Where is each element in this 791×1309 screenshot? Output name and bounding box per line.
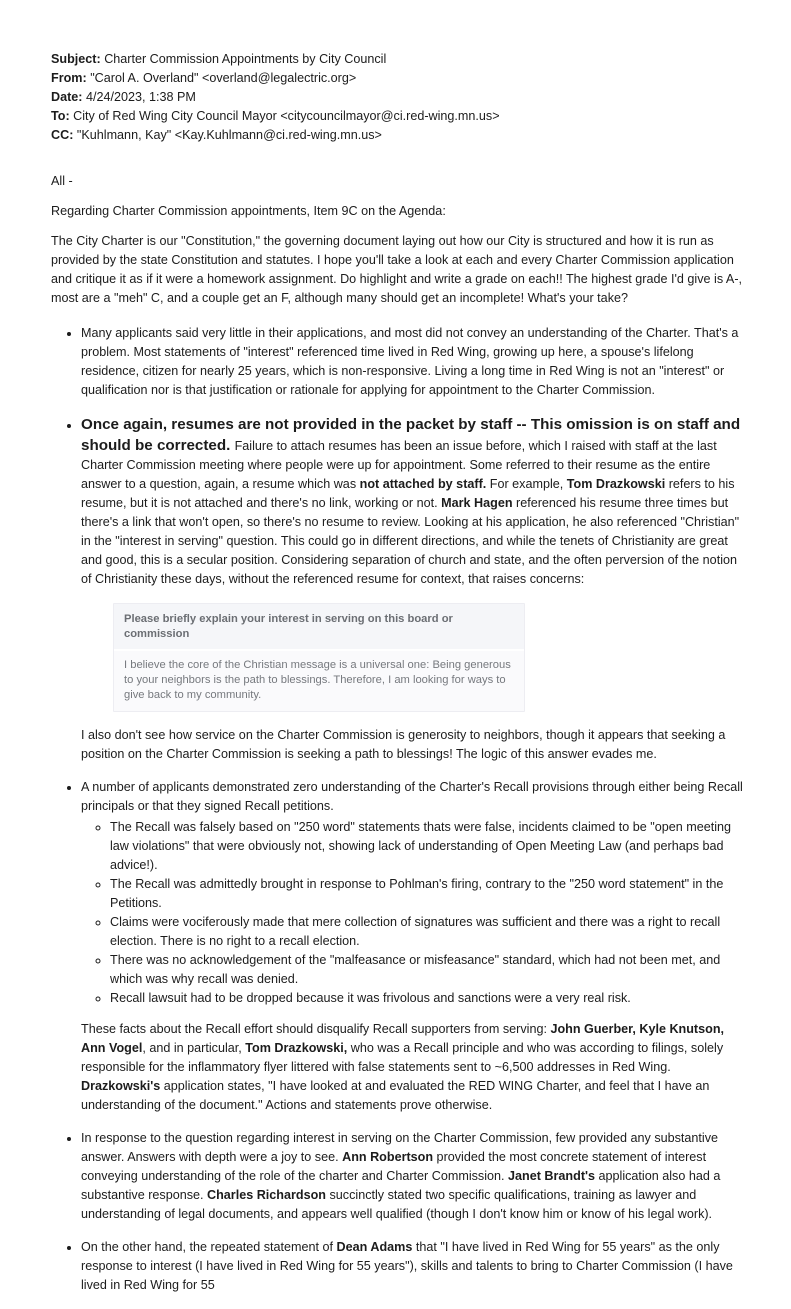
header-date-label: Date: [51, 90, 83, 104]
header-from-value: "Carol A. Overland" <overland@legalectric.org> [90, 71, 357, 85]
header-date [51, 88, 745, 107]
bullet-recall-followup: These facts about the Recall effort should disqualify Recall supporters from serving: John Guerber, Kyle Knutson, Ann Vogel, and in particular, Tom Drazkowski, who was a Recall principle and who was according to filings, solely responsible for the inflammatory flyer littered with false statements sent to ~6,500 addresses in Red Wing. Drazkowski's application states, "I have looked at and evaluated the RED WING Charter, and feel that I have an understanding of the document." Actions and statements prove otherwise. [81, 1022, 725, 1112]
form-quote-question: Please briefly explain your interest in serving on this board or commission [114, 604, 524, 651]
header-to-label: To: [51, 109, 70, 123]
recall-sub-item-lawsuit: ◦ Recall lawsuit had to be dropped because it was frivolous and sanctions were a very real risk. [110, 989, 745, 1008]
header-from-label: From: [51, 71, 87, 85]
bullet-item-interest-responses [81, 1129, 745, 1224]
form-quote-answer: I believe the core of the Christian message is a universal one: Being generous to your neighbors is the path to blessings. Therefore, I am looking for ways to give back to my community. [114, 651, 524, 711]
recall-sub-item-pohlman: ◦ The Recall was admittedly brought in response to Pohlman's firing, contrary to the "250 word statement" in the Petitions. [110, 875, 745, 913]
recall-sub-item-signatures: ◦ Claims were vociferously made that mere collection of signatures was sufficient and there was a right to recall election. There is no right to a recall election. [110, 913, 745, 951]
header-subject-value: Charter Commission Appointments by City Council [104, 52, 387, 66]
bullet-item-recall [81, 778, 745, 1115]
header-date-value: 4/24/2023, 1:38 PM [86, 90, 196, 104]
recall-sub-list [81, 818, 745, 1008]
bullet-dean-adams-text: On the other hand, the repeated statement of Dean Adams that "I have lived in Red Wing for 55 years" as the only response to interest (I have lived in Red Wing for 55 years"), skills and talents to bring to Charter Commission (I have lived in Red Wing for 55 [81, 1240, 733, 1292]
intro-paragraph: The City Charter is our "Constitution," the governing document laying out how our City is structured and how it is run as provided by the state Constitution and statutes. I hope you'll take a look at each and every Charter Commission application and critique it as if it were a homework assignment. Do highlight and write a grade on each!! The highest grade I'd give is A-, most are a "meh" C, and a couple get an F, although many should get an incomplete! What's your take? [51, 234, 743, 305]
email-body [51, 172, 745, 1295]
header-from [51, 69, 745, 88]
header-cc-label: CC: [51, 128, 74, 142]
salutation: All - [51, 174, 73, 188]
bullet-resumes-text: Once again, resumes are not provided in the packet by staff -- This omission is on staff and should be corrected. Failure to attach resumes has been an issue before, which I raised with staff at the last Charter Commission meeting where people were up for appointment. Some referred to their resume as the entire answer to a question, again, a resume which was not attached by staff. For example, Tom Drazkowski refers to his resume, but it is not attached and there's no link, working or not. Mark Hagen referenced his resume three times but there's a link that won't open, so there's no resume to review. Looking at his application, he also referenced "Christian" in the "interest in serving" question. This could go in different directions, and while the tenets of Christianity are great and good, this is a secular position. Considering separation of church and state, and the often perversion of the notion of Christianity these days, without the referenced resume for context, that raises concerns: [81, 416, 741, 586]
bullet-recall-lead-text: A number of applicants demonstrated zero understanding of the Charter's Recall provisions through either being Recall principals or that they signed Recall petitions. [81, 780, 743, 813]
email-header-block [51, 50, 745, 145]
header-to [51, 107, 745, 126]
bullet-interest-text: In response to the question regarding interest in serving on the Charter Commission, few provided any substantive answer. Answers with depth were a joy to see. Ann Robertson provided the most concrete statement of interest conveying understanding of the role of the charter and Charter Commission. Janet Brandt's application also had a substantive response. Charles Richardson succinctly stated two specific qualifications, training as lawyer and understanding of legal documents, and appears well qualified (though I don't know him or know of his legal work). [81, 1131, 721, 1221]
header-cc [51, 126, 745, 145]
header-subject-label: Subject: [51, 52, 101, 66]
application-form-quote-box [113, 603, 525, 712]
header-cc-value: "Kuhlmann, Kay" <Kay.Kuhlmann@ci.red-wing.mn.us> [76, 128, 382, 142]
header-subject [51, 50, 745, 69]
bullet-item-applicants [81, 324, 745, 400]
bullet-item-dean-adams [81, 1238, 745, 1295]
recall-sub-item-250-word: ◦ The Recall was falsely based on "250 word" statements thats were false, incidents claimed to be "open meeting law violations" that were obviously not, showing lack of understanding of Open Meeting Law (and perhaps bad advice!). [110, 818, 745, 875]
recall-sub-item-malfeasance: ◦ There was no acknowledgement of the "malfeasance or misfeasance" standard, which had not been met, and which was why recall was denied. [110, 951, 745, 989]
bullet-list [51, 324, 745, 1295]
re-line: Regarding Charter Commission appointments, Item 9C on the Agenda: [51, 204, 446, 218]
email-content [51, 50, 745, 1309]
bullet-applicants-text: Many applicants said very little in their applications, and most did not convey an understanding of the Charter. That's a problem. Most statements of "interest" referenced time lived in Red Wing, growing up here, a spouse's lifelong residence, citizen for nearly 25 years, which is non-responsive. Living a long time in Red Wing is not an "interest" or qualification nor is that justification or rationale for applying for appointment to the Charter Commission. [81, 326, 739, 397]
bullet-item-resumes [81, 414, 745, 764]
bullet-resumes-followup: I also don't see how service on the Charter Commission is generosity to neighbors, though it appears that seeking a position on the Charter Commission is seeking a path to blessings! The logic of this answer evades me. [81, 728, 726, 761]
header-to-value: City of Red Wing City Council Mayor <citycouncilmayor@ci.red-wing.mn.us> [73, 109, 500, 123]
